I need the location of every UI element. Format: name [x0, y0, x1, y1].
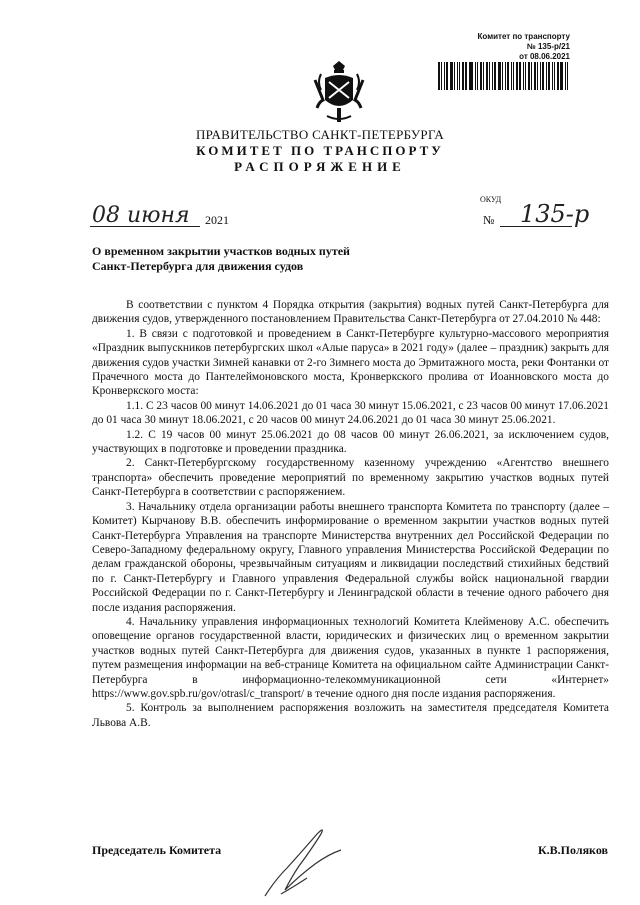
barcode-icon: [438, 62, 570, 90]
signatory-name: К.В.Поляков: [537, 843, 608, 857]
barcode-bar: [560, 62, 563, 90]
barcode-bar: [486, 62, 488, 90]
barcode-bar: [531, 62, 532, 90]
barcode-bar: [498, 62, 501, 90]
barcode-bar: [511, 62, 512, 90]
signatory-position: Председатель Комитета: [92, 843, 222, 857]
barcode-bar: [502, 62, 503, 90]
registration-stamp: [478, 32, 570, 62]
date-underline: [90, 226, 200, 227]
barcode-bar: [528, 62, 531, 90]
barcode-bar: [554, 62, 555, 90]
document-type: РАСПОРЯЖЕНИЕ: [234, 159, 406, 174]
barcode-bar: [567, 62, 568, 90]
barcode-bar: [546, 62, 547, 90]
barcode-bar: [480, 62, 482, 90]
committee-title: КОМИТЕТ ПО ТРАНСПОРТУ: [196, 143, 444, 158]
okud-label: ОКУД: [480, 195, 502, 204]
date-year: 2021: [205, 213, 229, 227]
barcode-bar: [475, 62, 476, 90]
barcode-bar: [537, 62, 538, 90]
registration-line-1: Комитет по транспорту: [477, 32, 570, 41]
government-title: ПРАВИТЕЛЬСТВО САНКТ-ПЕТЕРБУРГА: [195, 127, 445, 142]
barcode-bar: [483, 62, 484, 90]
paragraph-5: 5. Контроль за выполнением распоряжения возложить на заместителя председателя Комитета Львова А.В.: [92, 702, 609, 729]
barcode-bar: [465, 62, 467, 90]
paragraph-1-2: 1.2. С 19 часов 00 минут 25.06.2021 до 08 часов 00 минут 26.06.2021, за исключением судов, участвующих в подготовке и проведении праздника.: [92, 428, 609, 456]
barcode-bar: [444, 62, 445, 90]
barcode-bar: [492, 62, 493, 90]
barcode-bar: [457, 62, 458, 90]
barcode-bar: [542, 62, 544, 90]
handwritten-signature-icon: [255, 820, 355, 900]
barcode-bar: [565, 62, 566, 90]
registration-number: № 135-р/21: [526, 42, 570, 51]
registration-date: от 08.06.2021: [519, 52, 570, 61]
barcode-bar: [438, 62, 440, 90]
paragraph-1-1: 1.1. С 23 часов 00 минут 14.06.2021 до 01 часа 30 минут 15.06.2021, с 23 часов 00 минут 17.06.2021 до 01 часа 30 минут 18.06.2021, с 20 часов 00 минут 24.06.2021 до 01 часа 30 минут 25.06.2021.: [92, 399, 609, 427]
paragraph-1: 1. В связи с подготовкой и проведением в Санкт-Петербурге культурно-массового мероприятия «Праздник выпускников петербургских школ «Алые паруса» в 2021 году» (далее – праздник) закрыть для движения судов участки Зимней канавки от 2-го Зимнего моста до Эрмитажного моста, реки Фонтанки от Прачечного моста до Пантелеймоновского моста, Кронверкского пролива от Иоанновского моста до Кронверкского моста:: [92, 327, 609, 398]
number-sign: №: [483, 213, 495, 227]
paragraph-4: 4. Начальнику управления информационных технологий Комитета Клейменову А.С. обеспечить оповещение органов государственной власти, юридических и физических лиц о временном закрытии участков водных путей Санкт-Петербурга для движения судов, указанных в пункте 1 распоряжения, путем размещения информации на веб-странице Комитета на официальном сайте Администрации Санкт-Петербурга в информационно-телекоммуникационной сети «Интернет» https://www.gov.spb.ru/gov/otrasl/c_transport/ в течение одного дня после издания распоряжения.: [92, 615, 609, 700]
barcode-bar: [494, 62, 496, 90]
barcode-bar: [454, 62, 455, 90]
paragraph-preamble: В соответствии с пунктом 4 Порядка открытия (закрытия) водных путей Санкт-Петербурга для движения судов, утвержденного постановлением Правительства Санкт-Петербурга от 27.04.2010 № 448:: [92, 299, 609, 326]
barcode-bar: [450, 62, 453, 90]
coat-of-arms-icon: [313, 60, 365, 126]
barcode-bar: [516, 62, 518, 90]
paragraph-3: 3. Начальнику отдела организации работы внешнего транспорта Комитета по транспорту (далее – Комитет) Кырчанову В.В. обеспечить информирование о временном закрытии участков водных путей Санкт-Петербурга Управления на транспорте Министерства внутренних дел Российской Федерации по Северо-Западному федеральному округу, Главного управления Министерства Российской Федерации по делам гражданской обороны, чрезвычайным ситуациям и ликвидации последствий стихийных бедствий по г. Санкт-Петербургу и Главного управления Федеральной службы войск национальной гвардии Российской Федерации по г. Санкт-Петербургу и Ленинградской области в течение одного рабочего дня после издания распоряжения.: [92, 500, 609, 614]
barcode-bar: [525, 62, 526, 90]
barcode-bar: [523, 62, 524, 90]
document-body: [92, 298, 609, 730]
barcode-bar: [489, 62, 490, 90]
barcode-bar: [534, 62, 536, 90]
barcode-bar: [540, 62, 541, 90]
handwritten-date: 08 июня: [92, 203, 190, 228]
barcode-bar: [470, 62, 473, 90]
barcode-bar: [552, 62, 553, 90]
barcode-bar: [505, 62, 506, 90]
barcode-bar: [557, 62, 559, 90]
barcode-bar: [507, 62, 509, 90]
barcode-bar: [446, 62, 448, 90]
barcode-bar: [519, 62, 521, 90]
barcode-bar: [441, 62, 442, 90]
barcode-bar: [462, 62, 464, 90]
document-subject: О временном закрытии участков водных путей Санкт-Петербурга для движения судов: [92, 244, 350, 273]
barcode-bar: [459, 62, 460, 90]
barcode-bar: [513, 62, 514, 90]
barcode-bar: [548, 62, 550, 90]
handwritten-number: 135-р: [520, 200, 590, 228]
barcode-bar: [469, 62, 470, 90]
paragraph-2: 2. Санкт-Петербургскому государственному казенному учреждению «Агентство внешнего транспорта» обеспечить проведение мероприятий по временному закрытию участков водных путей Санкт-Петербурга в соответствии с распоряжением.: [92, 457, 609, 499]
barcode-bar: [477, 62, 478, 90]
